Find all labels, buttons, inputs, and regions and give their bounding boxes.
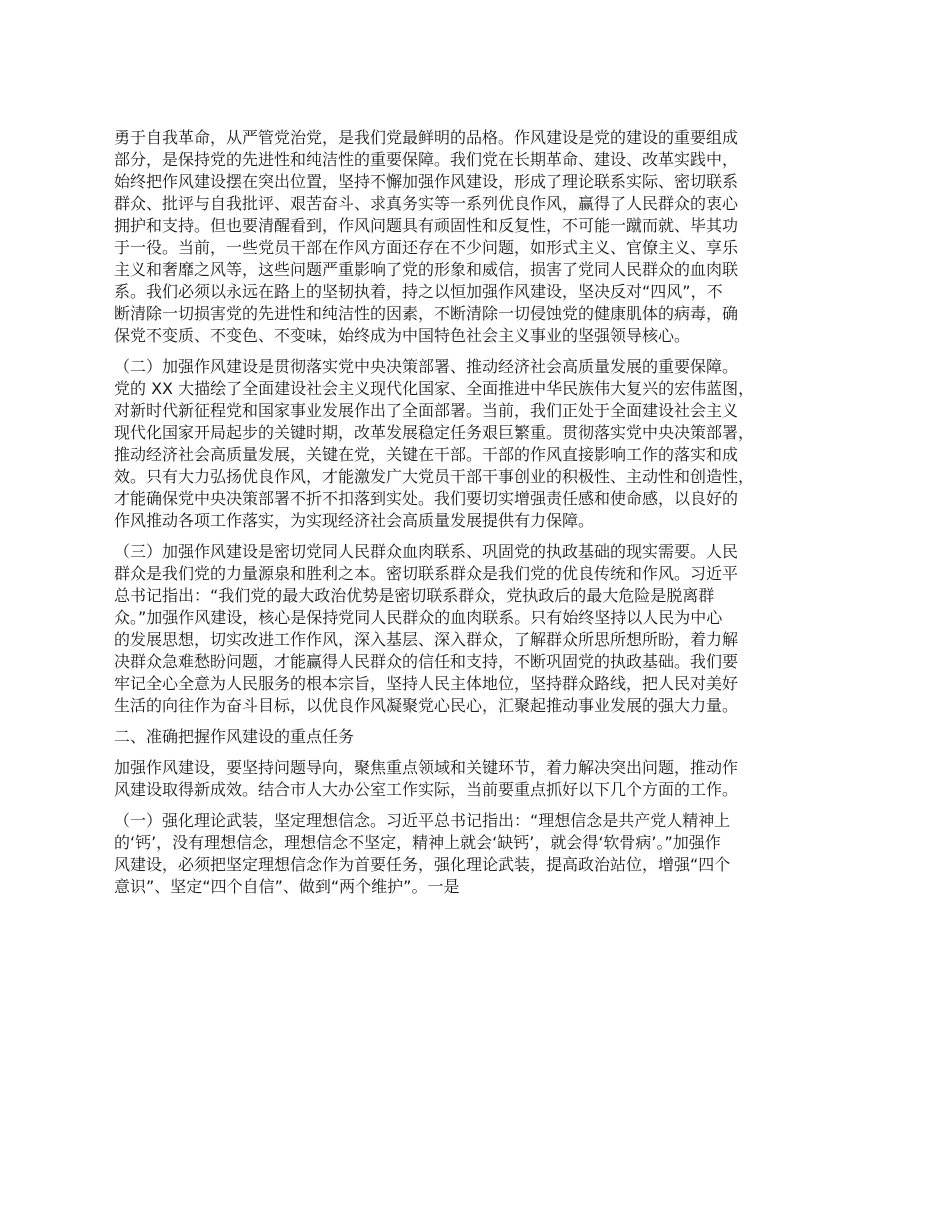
text-line: 加强作风建设，要坚持问题导向，聚焦重点领域和关键环节，着力解决突出问题，推动作 <box>114 758 739 777</box>
text-line: 才能确保党中央决策部署不折不扣落到实处。我们要切实增强责任感和使命感，以良好的 <box>114 489 739 508</box>
text-line: 的‘钙’，没有理想信念，理想信念不坚定，精神上就会‘缺钙’，就会得‘软骨病’。”加强作 <box>114 833 721 852</box>
text-line: （三）加强作风建设是密切党同人民群众血肉联系、巩固党的执政基础的现实需要。人民 <box>114 542 739 561</box>
text-line: 拥护和支持。但也要清醒看到，作风问题具有顽固性和反复性，不可能一蹴而就、毕其功 <box>114 216 739 235</box>
text-line: （二）加强作风建设是贯彻落实党中央决策部署、推动经济社会高质量发展的重要保障。 <box>114 357 739 376</box>
text-line: 生活的向往作为奋斗目标，以优良作风凝聚党心民心，汇聚起推动事业发展的强大力量。 <box>114 696 739 715</box>
heading-text: 二、准确把握作风建设的重点任务 <box>114 727 355 746</box>
text-line: 牢记全心全意为人民服务的根本宗旨，坚持人民主体地位，坚持群众路线，把人民对美好 <box>114 674 739 693</box>
text-line: 现代化国家开局起步的关键时期，改革发展稳定任务艰巨繁重。贯彻落实党中央决策部署， <box>114 423 755 442</box>
text-line: 主义和奢靡之风等，这些问题严重影响了党的形象和威信，损害了党同人民群众的血肉联 <box>114 260 739 279</box>
text-line: 决群众急难愁盼问题，才能赢得人民群众的信任和支持，不断巩固党的执政基础。我们要 <box>114 652 739 671</box>
text-line: 众。”加强作风建设，核心是保持党同人民群众的血肉联系。只有始终坚持以人民为中心 <box>114 608 723 627</box>
paragraph-intro <box>114 127 856 347</box>
text-line: 作风推动各项工作落实，为实现经济社会高质量发展提供有力保障。 <box>114 511 595 530</box>
text-line: 的发展思想，切实改进工作作风，深入基层、深入群众，了解群众所思所想所盼，着力解 <box>114 630 739 649</box>
text-line: 群众、批评与自我批评、艰苦奋斗、求真务实等一系列优良作风，赢得了人民群众的衷心 <box>114 194 739 213</box>
document-page <box>114 127 856 907</box>
text-line: 总书记指出：“我们党的最大政治优势是密切联系群众，党执政后的最大危险是脱离群 <box>114 586 715 605</box>
text-line: 系。我们必须以永远在路上的坚韧执着，持之以恒加强作风建设，坚决反对“四风”，不 <box>114 282 723 301</box>
section-heading <box>114 726 856 748</box>
text-line: 对新时代新征程党和国家事业发展作出了全面部署。当前，我们正处于全面建设社会主义 <box>114 401 739 420</box>
text-line: 勇于自我革命，从严管党治党，是我们党最鲜明的品格。作风建设是党的建设的重要组成 <box>114 128 739 147</box>
paragraph-key-tasks-intro <box>114 757 856 801</box>
text-line: 意识”、坚定“四个自信”、做到“两个维护”。一是 <box>114 877 460 896</box>
text-line: 部分，是保持党的先进性和纯洁性的重要保障。我们党在长期革命、建设、改革实践中， <box>114 150 739 169</box>
paragraph-section-2 <box>114 356 856 532</box>
paragraph-task-1 <box>114 810 856 898</box>
text-line: （一）强化理论武装，坚定理想信念。习近平总书记指出：“理想信念是共产党人精神上 <box>114 811 731 830</box>
text-line: 推动经济社会高质量发展，关键在党，关键在干部。干部的作风直接影响工作的落实和成 <box>114 445 739 464</box>
paragraph-section-3 <box>114 541 856 717</box>
text-line: 群众是我们党的力量源泉和胜利之本。密切联系群众是我们党的优良传统和作风。习近平 <box>114 564 739 583</box>
text-line: 效。只有大力弘扬优良作风，才能激发广大党员干部干事创业的积极性、主动性和创造性， <box>114 467 755 486</box>
text-line: 于一役。当前，一些党员干部在作风方面还存在不少问题，如形式主义、官僚主义、享乐 <box>114 238 739 257</box>
text-line: 保党不变质、不变色、不变味，始终成为中国特色社会主义事业的坚强领导核心。 <box>114 326 691 345</box>
text-line: 风建设取得新成效。结合市人大办公室工作实际，当前要重点抓好以下几个方面的工作。 <box>114 780 739 799</box>
text-line: 风建设，必须把坚定理想信念作为首要任务，强化理论武装，提高政治站位，增强“四个 <box>114 855 731 874</box>
text-line: 党的 XX 大描绘了全面建设社会主义现代化国家、全面推进中华民族伟大复兴的宏伟蓝图， <box>114 379 755 398</box>
text-line: 始终把作风建设摆在突出位置，坚持不懈加强作风建设，形成了理论联系实际、密切联系 <box>114 172 739 191</box>
text-line: 断清除一切损害党的先进性和纯洁性的因素，不断清除一切侵蚀党的健康肌体的病毒，确 <box>114 304 739 323</box>
